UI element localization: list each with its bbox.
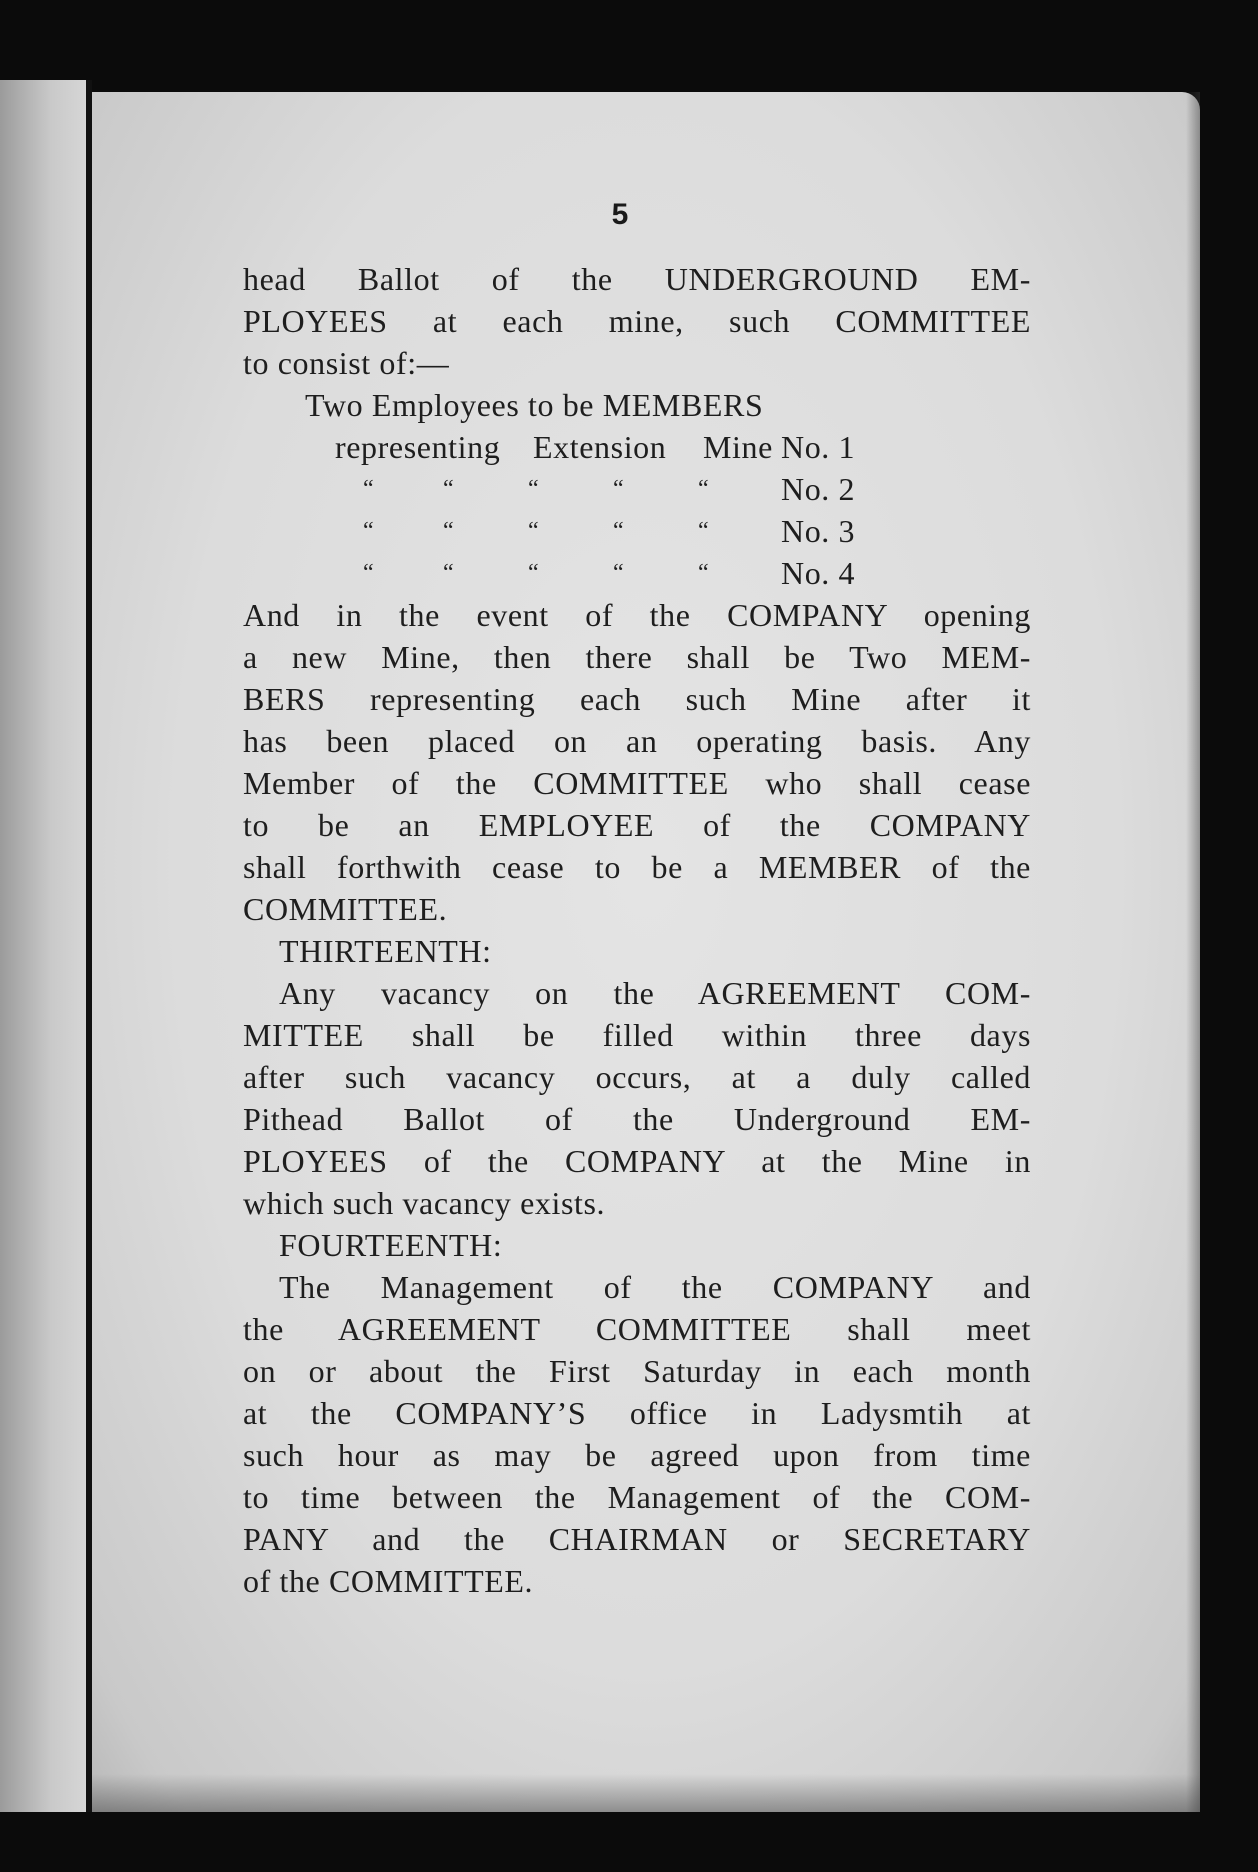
facing-page-edge — [0, 80, 92, 1812]
body-line: has been placed on an operating basis. Any — [243, 723, 1031, 759]
page-body-text — [243, 258, 1031, 1602]
section-heading-fourteenth: FOURTEENTH: — [279, 1227, 503, 1263]
body-line: And in the event of the COMPANY opening — [243, 597, 1031, 633]
body-line: at the COMPANY’S office in Ladysmtih at — [243, 1395, 1031, 1431]
body-line: Any vacancy on the AGREEMENT COM- — [279, 975, 1031, 1011]
body-line: which such vacancy exists. — [243, 1185, 606, 1221]
body-line: PLOYEES of the COMPANY at the Mine in — [243, 1143, 1031, 1179]
body-line: BERS representing each such Mine after it — [243, 681, 1031, 717]
ditto-mark: “ — [443, 518, 455, 544]
body-line: such hour as may be agreed upon from time — [243, 1437, 1031, 1473]
ditto-mark: “ — [443, 560, 455, 586]
mine-number: No. 1 — [781, 429, 856, 465]
ditto-mark: “ — [443, 476, 455, 502]
members-col-extension: Extension — [533, 429, 667, 465]
body-line: Pithead Ballot of the Underground EM- — [243, 1101, 1031, 1137]
ditto-mark: “ — [613, 560, 625, 586]
members-row — [243, 552, 1031, 594]
body-line: PLOYEES at each mine, such COMMITTEE — [243, 303, 1031, 339]
body-line: The Management of the COMPANY and — [279, 1269, 1031, 1305]
ditto-mark: “ — [698, 476, 710, 502]
members-row — [243, 510, 1031, 552]
page-number: 5 — [611, 198, 629, 231]
body-line: of the COMMITTEE. — [243, 1563, 534, 1599]
ditto-mark: “ — [528, 560, 540, 586]
members-row — [243, 426, 1031, 468]
body-line: to time between the Management of the COM- — [243, 1479, 1031, 1515]
body-line: a new Mine, then there shall be Two MEM- — [243, 639, 1031, 675]
body-line: head Ballot of the UNDERGROUND EM- — [243, 261, 1031, 297]
mine-number: No. 3 — [781, 513, 856, 549]
section-heading-thirteenth: THIRTEENTH: — [279, 933, 492, 969]
ditto-mark: “ — [363, 476, 375, 502]
ditto-mark: “ — [698, 560, 710, 586]
body-line: shall forthwith cease to be a MEMBER of the — [243, 849, 1031, 885]
ditto-mark: “ — [698, 518, 710, 544]
body-line: to be an EMPLOYEE of the COMPANY — [243, 807, 1031, 843]
ditto-mark: “ — [613, 476, 625, 502]
ditto-mark: “ — [613, 518, 625, 544]
body-line: on or about the First Saturday in each month — [243, 1353, 1031, 1389]
members-heading: Two Employees to be MEMBERS — [305, 387, 764, 423]
ditto-mark: “ — [528, 518, 540, 544]
body-line: the AGREEMENT COMMITTEE shall meet — [243, 1311, 1031, 1347]
members-row — [243, 468, 1031, 510]
members-col-representing: representing — [335, 429, 501, 465]
page-shadow-bottom — [92, 1774, 1200, 1812]
body-line: Member of the COMMITTEE who shall cease — [243, 765, 1031, 801]
body-line: PANY and the CHAIRMAN or SECRETARY — [243, 1521, 1031, 1557]
members-col-mine: Mine — [703, 429, 773, 465]
body-line: COMMITTEE. — [243, 891, 448, 927]
mine-number: No. 2 — [781, 471, 856, 507]
ditto-mark: “ — [363, 560, 375, 586]
ditto-mark: “ — [528, 476, 540, 502]
body-line: MITTEE shall be filled within three days — [243, 1017, 1031, 1053]
body-line: after such vacancy occurs, at a duly called — [243, 1059, 1031, 1095]
page-shadow-right — [1186, 92, 1200, 1812]
ditto-mark: “ — [363, 518, 375, 544]
mine-number: No. 4 — [781, 555, 856, 591]
body-line: to consist of:— — [243, 345, 450, 381]
